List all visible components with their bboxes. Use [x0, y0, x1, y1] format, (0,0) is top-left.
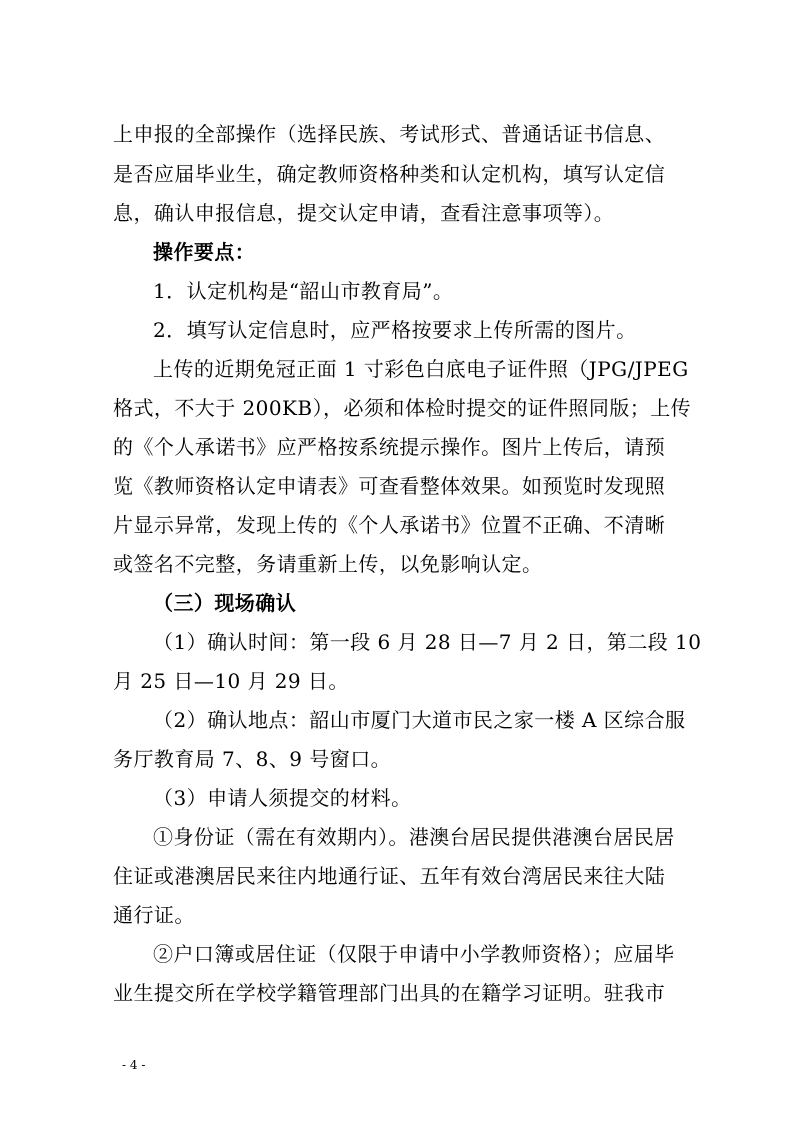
- page-number: - 4 -: [122, 1058, 146, 1072]
- body-line: 月 25 日—10 月 29 日。: [113, 669, 349, 693]
- body-line: 上申报的全部操作（选择民族、考试形式、普通话证书信息、: [113, 122, 666, 146]
- body-line: （3）申请人须提交的材料。: [153, 786, 412, 810]
- body-line: 上传的近期免冠正面 1 寸彩色白底电子证件照（JPG/JPEG: [153, 357, 689, 381]
- body-line: 1．认定机构是“韶山市教育局”。: [153, 279, 454, 303]
- body-line: （2）确认地点：韶山市厦门大道市民之家一楼 A 区综合服: [153, 708, 686, 732]
- body-line: ②户口簿或居住证（仅限于申请中小学教师资格）；应届毕: [153, 942, 675, 966]
- body-line: ①身份证（需在有效期内）。港澳台居民提供港澳台居民居: [153, 825, 675, 849]
- body-line: 览《教师资格认定申请表》可查看整体效果。如预览时发现照: [113, 474, 666, 498]
- section-heading: （三）现场确认: [153, 591, 297, 615]
- body-line: 息，确认申报信息，提交认定申请，查看注意事项等）。: [113, 201, 615, 225]
- body-line: 2．填写认定信息时，应严格按要求上传所需的图片。: [153, 318, 637, 342]
- body-line: 或签名不完整，务请重新上传，以免影响认定。: [113, 552, 543, 576]
- section-heading: 操作要点：: [153, 240, 256, 264]
- body-line: 格式，不大于 200KB），必须和体检时提交的证件照同版；上传: [113, 396, 692, 420]
- body-line: （1）确认时间：第一段 6 月 28 日—7 月 2 日，第二段 10: [153, 630, 702, 654]
- body-line: 的《个人承诺书》应严格按系统提示操作。图片上传后，请预: [113, 435, 666, 459]
- body-line: 通行证。: [113, 903, 195, 927]
- body-line: 片显示异常，发现上传的《个人承诺书》位置不正确、不清晰: [113, 513, 666, 537]
- body-line: 住证或港澳居民来往内地通行证、五年有效台湾居民来往大陆: [113, 864, 666, 888]
- body-line: 是否应届毕业生，确定教师资格种类和认定机构，填写认定信: [113, 162, 666, 186]
- body-line: 务厅教育局 7、8、9 号窗口。: [113, 747, 392, 771]
- body-line: 业生提交所在学校学籍管理部门出具的在籍学习证明。驻我市: [113, 981, 666, 1005]
